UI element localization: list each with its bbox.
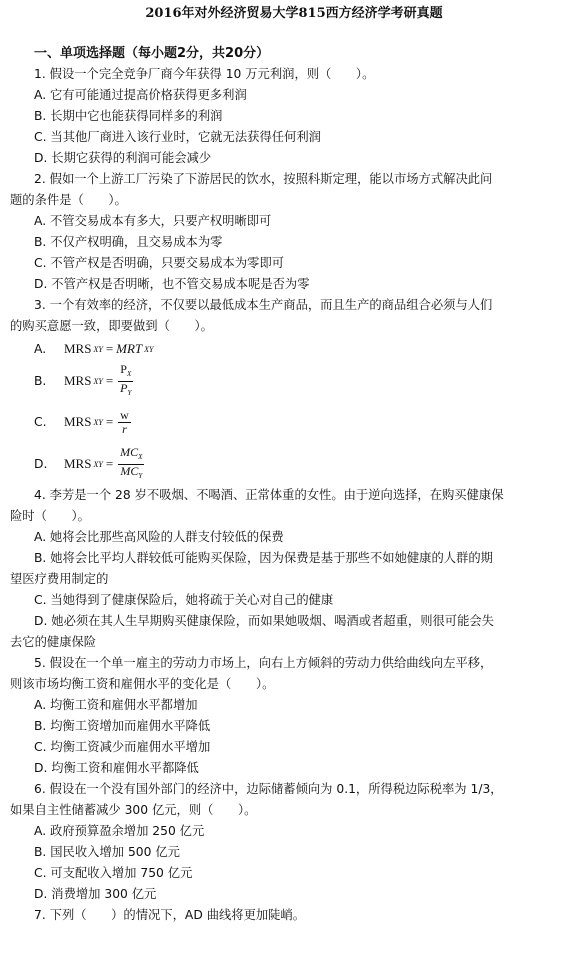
question-6-option-a: A. 政府预算盈余增加 250 亿元 (34, 824, 205, 838)
question-2-stem-cont: 题的条件是（ ）。 (10, 193, 127, 207)
numerator: MC (120, 444, 139, 459)
price-ratio-fraction (118, 363, 133, 400)
question-5-option-a: A. 均衡工资和雇佣水平都增加 (34, 698, 198, 712)
question-1-option-c: C. 当其他厂商进入该行业时，它就无法获得任何利润 (34, 130, 321, 144)
section-heading: 一、单项选择题（每小题2分，共20分） (34, 46, 270, 61)
question-5-stem-cont: 则该市场均衡工资和雇佣水平的变化是（ ）。 (10, 677, 275, 691)
question-5-option-c: C. 均衡工资减少而雇佣水平增加 (34, 740, 211, 754)
question-4-option-b: B. 她将会比平均人群较低可能购买保险，因为保费是基于那些不如她健康的人群的期 (34, 551, 493, 565)
denominator-subscript: Y (127, 388, 132, 397)
question-2-stem: 2. 假如一个上游工厂污染了下游居民的饮水，按照科斯定理，能以市场方式解决此问 (34, 172, 493, 186)
question-7-stem: 7. 下列（ ）的情况下，AD 曲线将更加陡峭。 (34, 908, 306, 922)
mrs-subscript: XY (93, 459, 103, 469)
question-3-stem-cont: 的购买意愿一致，即要做到（ ）。 (10, 319, 213, 333)
option-letter: D. (34, 457, 48, 471)
question-3-option-b (10, 361, 580, 401)
question-1-option-d: D. 长期它获得的利润可能会减少 (34, 151, 212, 165)
wage-rent-fraction (118, 409, 131, 436)
question-1-stem: 1. 假设一个完全竞争厂商今年获得 10 万元利润，则（ ）。 (34, 67, 375, 81)
equals-sign: = (105, 414, 114, 429)
question-4-option-a: A. 她将会比那些高风险的人群支付较低的保费 (34, 530, 284, 544)
mrs-label: MRS (64, 373, 92, 388)
equals-sign: = (105, 341, 114, 356)
option-letter: C. (34, 415, 47, 429)
denominator: P (120, 380, 128, 395)
equals-sign: = (105, 456, 114, 471)
question-5-stem: 5. 假设在一个单一雇主的劳动力市场上，向右上方倾斜的劳动力供给曲线向左平移， (34, 656, 493, 670)
question-1-option-a: A. 它有可能通过提高价格获得更多利润 (34, 88, 247, 102)
question-6-option-c: C. 可支配收入增加 750 亿元 (34, 866, 193, 880)
document-title: 2016年对外经济贸易大学815西方经济学考研真题 (145, 6, 443, 21)
denominator: MC (120, 463, 139, 478)
option-letter: B. (34, 374, 47, 388)
mrs-label: MRS (64, 414, 92, 429)
question-6-option-b: B. 国民收入增加 500 亿元 (34, 845, 180, 859)
mrs-subscript: XY (93, 376, 103, 386)
question-6-option-d: D. 消费增加 300 亿元 (34, 887, 157, 901)
question-2-option-a: A. 不管交易成本有多大，只要产权明晰即可 (34, 214, 272, 228)
question-2-option-c: C. 不管产权是否明确，只要交易成本为零即可 (34, 256, 285, 270)
denominator-subscript: Y (138, 471, 143, 480)
mrs-subscript: XY (93, 417, 103, 427)
question-2-option-d: D. 不管产权是否明晰，也不管交易成本呢是否为零 (34, 277, 310, 291)
question-6-stem: 6. 假设在一个没有国外部门的经济中，边际储蓄倾向为 0.1，所得税边际税率为 1/3， (34, 782, 503, 796)
numerator-subscript: X (126, 369, 132, 378)
question-3-stem: 3. 一个有效率的经济，不仅要以最低成本生产商品，而且生产的商品组合必须与人们 (34, 298, 493, 312)
question-2-option-b: B. 不仅产权明确，且交易成本为零 (34, 235, 223, 249)
question-3-option-c (10, 401, 580, 443)
mrs-label: MRS (64, 341, 92, 356)
question-6-stem-cont: 如果自主性储蓄减少 300 亿元，则（ ）。 (10, 803, 257, 817)
question-4-option-d-cont: 去它的健康保险 (10, 635, 97, 649)
numerator: w (120, 407, 129, 422)
question-4-option-b-cont: 望医疗费用制定的 (10, 572, 109, 586)
question-3-option-d (10, 443, 580, 485)
mrt-subscript: XY (144, 344, 154, 354)
question-4-stem: 4. 李芳是一个 28 岁不吸烟、不喝酒、正常体重的女性。由于逆向选择，在购买健康保 (34, 488, 504, 502)
question-5-option-d: D. 均衡工资和雇佣水平都降低 (34, 761, 199, 775)
question-3-option-a (10, 337, 580, 361)
question-list (10, 64, 580, 926)
question-1-option-b: B. 长期中它也能获得同样多的利润 (34, 109, 223, 123)
option-letter: A. (34, 342, 47, 356)
question-4-option-d: D. 她必须在其人生早期购买健康保险，而如果她吸烟、喝酒或者超重，则很可能会失 (34, 614, 494, 628)
mrs-subscript: XY (93, 344, 103, 354)
question-4-stem-cont: 险时（ ）。 (10, 509, 90, 523)
question-5-option-b: B. 均衡工资增加而雇佣水平降低 (34, 719, 211, 733)
equals-sign: = (105, 373, 114, 388)
numerator-subscript: X (138, 452, 143, 461)
mrs-label: MRS (64, 456, 92, 471)
denominator: r (122, 421, 127, 436)
question-4-option-c: C. 当她得到了健康保险后，她将疏于关心对自己的健康 (34, 593, 334, 607)
numerator: P (120, 361, 127, 376)
mrt-label: MRT (116, 341, 143, 356)
marginal-cost-fraction (118, 446, 144, 483)
